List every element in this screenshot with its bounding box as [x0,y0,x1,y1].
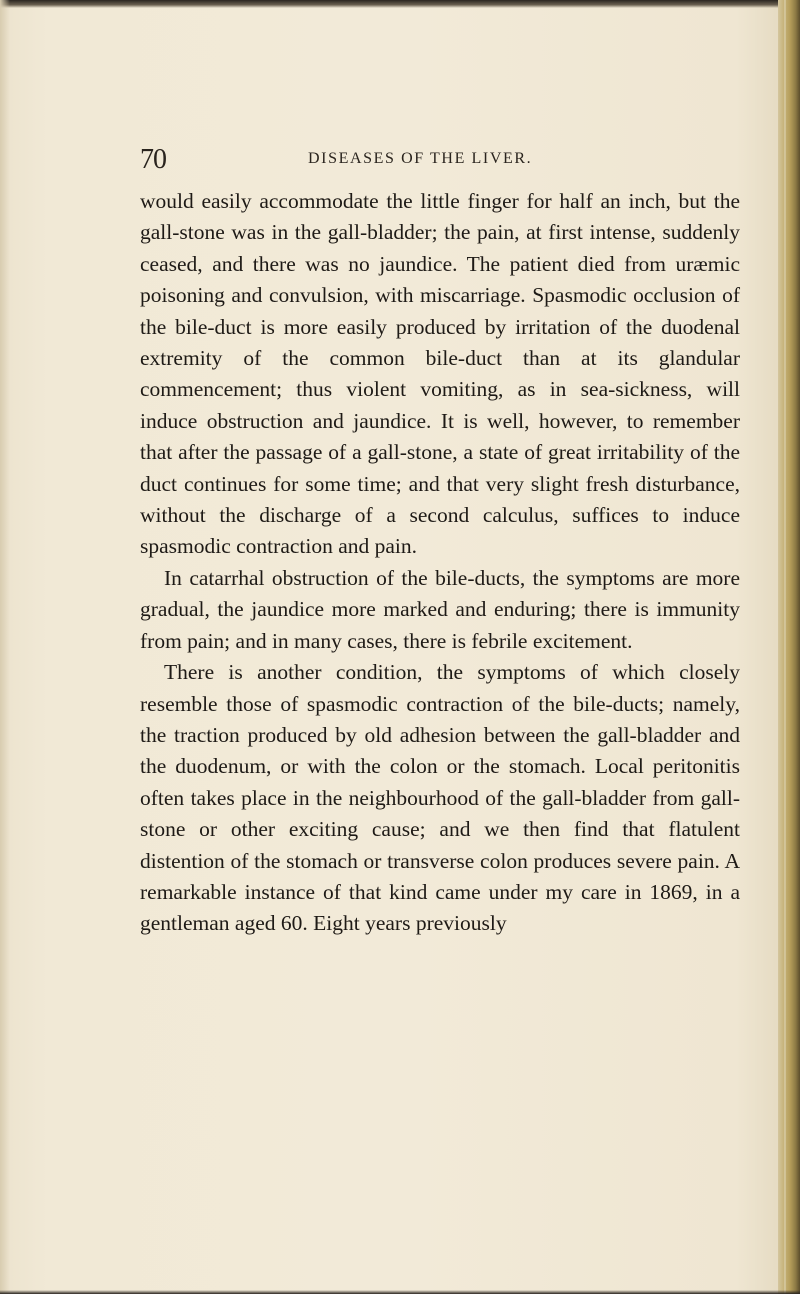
paragraph-another-condition: There is another condition, the symptoms of which closely resemble those of spasmodic contraction of the bile-ducts; namely, the traction produced by old adhesion between the gall-bladder and the duodenum, or with the colon or the stomach. Local peritonitis often takes place in the neighbourhood of the gall-bladder from gall-stone or other exciting cause; and we then find that flatulent distention of the stomach or transverse colon produces severe pain. A remarkable instance of that kind came under my care in 1869, in a gentleman aged 60. Eight years previously [140,660,740,936]
paragraph-catarrhal-obstruction: In catarrhal obstruction of the bile-ducts, the symptoms are more gradual, the jaundice more marked and enduring; there is immunity from pain; and in many cases, there is febrile excitement. [140,565,740,653]
page-bottom-edge [0,1290,800,1294]
page-number: 70 [140,144,166,175]
page-left-edge [0,0,10,1294]
body-text [140,186,740,940]
page-header [130,140,750,180]
paragraph-continuation: would easily accommodate the little finger for half an inch, but the gall-stone was in the gall-bladder; the pain, at first intense, suddenly ceased, and there was no jaundice. The patient died from uræmic poisoning and convulsion, with miscarriage. Spasmodic occlusion of the bile-duct is more easily produced by irritation of the duodenal extremity of the common bile-duct than at its glandular commencement; thus violent vomiting, as in sea-sickness, will induce obstruction and jaundice. It is well, however, to remember that after the passage of a gall-stone, a state of great irritability of the duct continues for some time; and that very slight fresh disturbance, without the discharge of a second calculus, suffices to induce spasmodic contraction and pain. [140,189,740,559]
page-top-shadow [0,0,800,8]
book-binding-edge [778,0,800,1294]
running-head: DISEASES OF THE LIVER. [308,150,533,167]
